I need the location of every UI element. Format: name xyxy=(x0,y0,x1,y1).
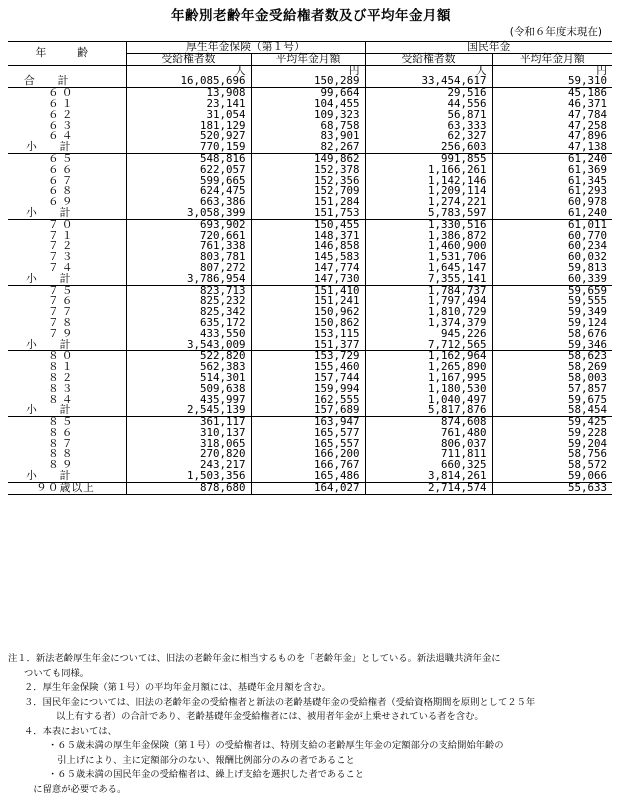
header-kosei: 厚生年金保険（第１号） xyxy=(126,42,365,54)
header-kokumin-recipients: 受給権者数 xyxy=(365,53,492,65)
footnote-line: ・６５歳未満の国民年金の受給権者は、繰上げ支給を選択した者であること xyxy=(48,769,365,780)
kosei-recipients: 13,908 xyxy=(126,88,251,99)
kosei-recipients: 562,383 xyxy=(126,362,251,373)
kosei-avg-monthly: 109,323 xyxy=(251,110,365,121)
kokumin-avg-monthly: 61,369 xyxy=(568,162,608,176)
row-label: ８０ xyxy=(8,351,126,362)
kosei-recipients: 3,543,009 xyxy=(126,340,251,351)
kosei-avg-monthly: 151,753 xyxy=(251,208,365,219)
table-row xyxy=(8,285,612,296)
table-row xyxy=(8,449,612,460)
kosei-recipients: 720,661 xyxy=(126,231,251,242)
kokumin-recipients: 1,180,530 xyxy=(365,384,492,395)
kokumin-avg-monthly: 61,240 xyxy=(492,208,612,219)
kokumin-avg-monthly: 59,675 xyxy=(568,392,608,406)
table-row xyxy=(8,197,612,208)
kosei-recipients: 433,550 xyxy=(126,329,251,340)
kosei-recipients: 624,475 xyxy=(126,186,251,197)
row-label: ６７ xyxy=(8,176,126,187)
kosei-recipients: 770,159 xyxy=(126,142,251,153)
kokumin-recipients: 1,386,872 xyxy=(365,231,492,242)
kosei-avg-monthly: 153,729 xyxy=(251,351,365,362)
row-label: ７５ xyxy=(8,285,126,296)
kosei-avg-monthly: 151,241 xyxy=(251,296,365,307)
kokumin-recipients: 5,817,876 xyxy=(365,405,492,416)
kosei-avg-monthly: 148,371 xyxy=(251,231,365,242)
kokumin-recipients: 761,480 xyxy=(365,428,492,439)
table-row xyxy=(8,231,612,242)
kokumin-avg-monthly: 59,124 xyxy=(568,315,608,329)
table-row xyxy=(8,296,612,307)
kosei-recipients: 825,342 xyxy=(126,307,251,318)
page-title: 年齢別老齢年金受給権者数及び平均年金月額 xyxy=(171,8,451,24)
unit-yen: 円 xyxy=(492,65,612,76)
row-label: 小 計 xyxy=(8,340,126,351)
kosei-avg-monthly: 153,115 xyxy=(251,329,365,340)
kosei-avg-monthly: 147,774 xyxy=(251,263,365,274)
kokumin-avg-monthly: 61,345 xyxy=(568,173,608,187)
kosei-avg-monthly: 147,730 xyxy=(251,274,365,285)
table-row xyxy=(8,186,612,197)
kosei-recipients: 270,820 xyxy=(126,449,251,460)
row-label: ８５ xyxy=(8,417,126,428)
kosei-recipients: 803,781 xyxy=(126,252,251,263)
kosei-recipients: 622,057 xyxy=(126,165,251,176)
kokumin-avg-monthly: 59,555 xyxy=(568,294,608,308)
kokumin-recipients: 1,166,261 xyxy=(365,165,492,176)
footnote-line: 注１．新法老齢厚生年金については、旧法の老齢年金に相当するものを「老齢年金」としている。新法退職共済年金に xyxy=(8,653,501,664)
table-row xyxy=(8,165,612,176)
row-label: ７３ xyxy=(8,252,126,263)
table-row xyxy=(8,219,612,230)
table-row xyxy=(8,471,612,482)
kosei-avg-monthly: 149,862 xyxy=(251,153,365,164)
kokumin-recipients: 1,167,995 xyxy=(365,373,492,384)
kosei-avg-monthly: 151,377 xyxy=(251,340,365,351)
unit-person: 人 xyxy=(365,65,492,76)
kosei-avg-monthly: 146,858 xyxy=(251,241,365,252)
kokumin-recipients: 44,556 xyxy=(365,99,492,110)
kosei-recipients: 1,503,356 xyxy=(126,471,251,482)
table-row xyxy=(8,307,612,318)
table-row xyxy=(8,121,612,132)
kosei-avg-monthly: 150,862 xyxy=(251,318,365,329)
kokumin-avg-monthly: 58,269 xyxy=(568,360,608,374)
kokumin-recipients: 2,714,574 xyxy=(365,482,492,494)
kokumin-avg-monthly: 57,857 xyxy=(568,381,608,395)
kokumin-recipients: 991,855 xyxy=(365,153,492,164)
kosei-recipients: 3,058,399 xyxy=(126,208,251,219)
kokumin-avg-monthly: 46,371 xyxy=(568,96,608,110)
kosei-avg-monthly: 163,947 xyxy=(251,417,365,428)
row-label: ７０ xyxy=(8,219,126,230)
kokumin-avg-monthly: 59,659 xyxy=(568,283,608,297)
kokumin-avg-monthly: 58,003 xyxy=(568,370,608,384)
kokumin-avg-monthly: 59,204 xyxy=(568,436,608,450)
table-row xyxy=(8,241,612,252)
table-row xyxy=(8,263,612,274)
header-kosei-recipients: 受給権者数 xyxy=(126,53,251,65)
kokumin-recipients: 1,531,706 xyxy=(365,252,492,263)
kokumin-recipients: 1,330,516 xyxy=(365,219,492,230)
kokumin-avg-monthly: 55,633 xyxy=(492,482,612,494)
kokumin-recipients: 1,209,114 xyxy=(365,186,492,197)
kokumin-avg-monthly: 60,032 xyxy=(568,250,608,264)
row-label: ６３ xyxy=(8,121,126,132)
kosei-recipients: 23,141 xyxy=(126,99,251,110)
row-label: ８８ xyxy=(8,449,126,460)
kokumin-recipients: 1,162,964 xyxy=(365,351,492,362)
kokumin-avg-monthly: 59,228 xyxy=(568,425,608,439)
kosei-recipients: 825,232 xyxy=(126,296,251,307)
kosei-avg-monthly: 165,557 xyxy=(251,439,365,450)
kokumin-avg-monthly: 47,258 xyxy=(568,118,608,132)
kosei-recipients: 181,129 xyxy=(126,121,251,132)
kokumin-avg-monthly: 58,572 xyxy=(568,458,608,472)
row-label: ６４ xyxy=(8,131,126,142)
kosei-avg-monthly: 152,356 xyxy=(251,176,365,187)
kosei-recipients: 3,786,954 xyxy=(126,274,251,285)
kosei-avg-monthly: 68,758 xyxy=(251,121,365,132)
kosei-recipients: 878,680 xyxy=(126,482,251,494)
kosei-recipients: 361,117 xyxy=(126,417,251,428)
footnote-line: 引上げにより、主に定額部分のない、報酬比例部分のみの者であること xyxy=(48,754,355,766)
row-label: ６６ xyxy=(8,165,126,176)
kosei-recipients: 16,085,696 xyxy=(126,76,251,87)
kokumin-recipients: 56,871 xyxy=(365,110,492,121)
kosei-avg-monthly: 166,200 xyxy=(251,449,365,460)
table-row xyxy=(8,153,612,164)
kosei-avg-monthly: 82,267 xyxy=(251,142,365,153)
table-row xyxy=(8,142,612,153)
kokumin-avg-monthly: 58,623 xyxy=(568,349,608,363)
footnotes xyxy=(8,652,614,797)
table-row xyxy=(8,417,612,428)
kosei-avg-monthly: 83,901 xyxy=(251,131,365,142)
footnote-line: ３．国民年金については、旧法の老齢年金の受給権者と新法の老齢基礎年金の受給権者（受給資格期間を原則として２５年 xyxy=(24,696,536,708)
footnote-line: ４．本表においては、 xyxy=(24,725,117,737)
kokumin-avg-monthly: 47,896 xyxy=(568,129,608,143)
table-row xyxy=(8,351,612,362)
table-row xyxy=(8,460,612,471)
kokumin-recipients: 874,608 xyxy=(365,417,492,428)
table-row xyxy=(8,131,612,142)
table-row xyxy=(8,329,612,340)
kokumin-recipients: 7,355,141 xyxy=(365,274,492,285)
kokumin-avg-monthly: 59,425 xyxy=(568,415,608,429)
kokumin-recipients: 1,460,900 xyxy=(365,241,492,252)
row-label: ８９ xyxy=(8,460,126,471)
table-row xyxy=(8,482,612,494)
row-label: ８３ xyxy=(8,384,126,395)
kokumin-recipients: 256,603 xyxy=(365,142,492,153)
kosei-avg-monthly: 164,027 xyxy=(251,482,365,494)
row-label: ８６ xyxy=(8,428,126,439)
table-row xyxy=(8,340,612,351)
kokumin-avg-monthly: 60,770 xyxy=(568,228,608,242)
kosei-avg-monthly: 145,583 xyxy=(251,252,365,263)
row-label: ６１ xyxy=(8,99,126,110)
kokumin-avg-monthly: 61,293 xyxy=(568,184,608,198)
kosei-avg-monthly: 150,962 xyxy=(251,307,365,318)
footnote-line: 以上有する者）の合計であり、老齢基礎年金受給権者には、被用者年金が上乗せされている者を含む。 xyxy=(56,711,484,722)
kokumin-recipients: 7,712,565 xyxy=(365,340,492,351)
row-label: ７９ xyxy=(8,329,126,340)
kosei-recipients: 522,820 xyxy=(126,351,251,362)
row-label: ８２ xyxy=(8,373,126,384)
kokumin-recipients: 1,142,146 xyxy=(365,176,492,187)
kosei-recipients: 823,713 xyxy=(126,285,251,296)
kokumin-avg-monthly: 45,186 xyxy=(568,86,608,100)
kosei-avg-monthly: 165,486 xyxy=(251,471,365,482)
kosei-avg-monthly: 166,767 xyxy=(251,460,365,471)
kosei-recipients: 2,545,139 xyxy=(126,405,251,416)
footnote-line: ２．厚生年金保険（第１号）の平均年金月額には、基礎年金月額を含む。 xyxy=(24,682,331,693)
row-label: ７４ xyxy=(8,263,126,274)
row-label: ８４ xyxy=(8,395,126,406)
row-label: ８７ xyxy=(8,439,126,450)
row-label: 小 計 xyxy=(8,142,126,153)
row-label: ７７ xyxy=(8,307,126,318)
kokumin-recipients: 1,374,379 xyxy=(365,318,492,329)
header-kokumin-avg: 平均年金月額 xyxy=(492,53,612,65)
unit-yen: 円 xyxy=(251,65,365,76)
kokumin-recipients: 1,040,497 xyxy=(365,395,492,406)
row-label: ７６ xyxy=(8,296,126,307)
kosei-recipients: 31,054 xyxy=(126,110,251,121)
kosei-avg-monthly: 157,689 xyxy=(251,405,365,416)
row-label: 合 計 xyxy=(8,76,126,87)
kokumin-recipients: 1,265,890 xyxy=(365,362,492,373)
kokumin-recipients: 63,333 xyxy=(365,121,492,132)
kokumin-recipients: 1,645,147 xyxy=(365,263,492,274)
kosei-avg-monthly: 157,744 xyxy=(251,373,365,384)
unit-person: 人 xyxy=(126,65,251,76)
kosei-avg-monthly: 152,709 xyxy=(251,186,365,197)
kosei-avg-monthly: 155,460 xyxy=(251,362,365,373)
kokumin-avg-monthly: 58,454 xyxy=(492,405,612,416)
kosei-recipients: 509,638 xyxy=(126,384,251,395)
table-row xyxy=(8,208,612,219)
row-label: 小 計 xyxy=(8,274,126,285)
row-label: ８１ xyxy=(8,362,126,373)
kosei-avg-monthly: 162,555 xyxy=(251,395,365,406)
table-row xyxy=(8,99,612,110)
table-row xyxy=(8,88,612,99)
kosei-recipients: 310,137 xyxy=(126,428,251,439)
kosei-recipients: 514,301 xyxy=(126,373,251,384)
table-row xyxy=(8,362,612,373)
row-label: ６５ xyxy=(8,153,126,164)
kosei-avg-monthly: 159,994 xyxy=(251,384,365,395)
kokumin-avg-monthly: 60,234 xyxy=(568,239,608,253)
kokumin-avg-monthly: 61,011 xyxy=(568,217,608,231)
kosei-recipients: 599,665 xyxy=(126,176,251,187)
row-label: ６８ xyxy=(8,186,126,197)
kosei-avg-monthly: 151,410 xyxy=(251,285,365,296)
kosei-avg-monthly: 104,455 xyxy=(251,99,365,110)
kokumin-recipients: 3,814,261 xyxy=(365,471,492,482)
row-label: 小 計 xyxy=(8,471,126,482)
as-of-date: (令和６年度末現在) xyxy=(509,26,602,38)
kokumin-recipients: 62,327 xyxy=(365,131,492,142)
kokumin-avg-monthly: 59,310 xyxy=(492,76,612,87)
kokumin-recipients: 1,274,221 xyxy=(365,197,492,208)
row-label: ７８ xyxy=(8,318,126,329)
kosei-recipients: 520,927 xyxy=(126,131,251,142)
kokumin-recipients: 1,784,737 xyxy=(365,285,492,296)
kokumin-recipients: 660,325 xyxy=(365,460,492,471)
row-label: ７１ xyxy=(8,231,126,242)
footnote-line: ついても同様。 xyxy=(24,667,90,679)
table-row xyxy=(8,428,612,439)
kokumin-recipients: 1,797,494 xyxy=(365,296,492,307)
kosei-recipients: 761,338 xyxy=(126,241,251,252)
kosei-recipients: 807,272 xyxy=(126,263,251,274)
footnote-line: に留意が必要である。 xyxy=(24,783,127,795)
table-row xyxy=(8,110,612,121)
row-label: ９０歳以上 xyxy=(8,482,126,494)
table-row xyxy=(8,384,612,395)
pension-table xyxy=(8,41,612,495)
table-row xyxy=(8,252,612,263)
kokumin-recipients: 33,454,617 xyxy=(365,76,492,87)
kokumin-avg-monthly: 59,813 xyxy=(568,260,608,274)
kokumin-avg-monthly: 59,346 xyxy=(492,340,612,351)
kokumin-avg-monthly: 47,784 xyxy=(568,107,608,121)
kosei-avg-monthly: 152,378 xyxy=(251,165,365,176)
kokumin-avg-monthly: 59,349 xyxy=(568,305,608,319)
table-row xyxy=(8,76,612,87)
table-row xyxy=(8,373,612,384)
kokumin-avg-monthly: 59,066 xyxy=(492,471,612,482)
kokumin-avg-monthly: 61,240 xyxy=(568,151,608,165)
kokumin-recipients: 1,810,729 xyxy=(365,307,492,318)
row-label: ６２ xyxy=(8,110,126,121)
row-label: ６９ xyxy=(8,197,126,208)
kokumin-recipients: 29,516 xyxy=(365,88,492,99)
row-label: 小 計 xyxy=(8,208,126,219)
kosei-avg-monthly: 99,664 xyxy=(251,88,365,99)
table-row xyxy=(8,274,612,285)
kokumin-avg-monthly: 58,676 xyxy=(568,326,608,340)
kosei-recipients: 693,902 xyxy=(126,219,251,230)
kosei-avg-monthly: 151,284 xyxy=(251,197,365,208)
footnote-line: ・６５歳未満の厚生年金保険（第１号）の受給権者は、特別支給の老齢厚生年金の定額部分の支給開始年齢の xyxy=(48,740,504,751)
kokumin-avg-monthly: 60,978 xyxy=(568,195,608,209)
header-kokumin: 国民年金 xyxy=(365,42,612,54)
table-row xyxy=(8,318,612,329)
kokumin-recipients: 806,037 xyxy=(365,439,492,450)
kokumin-recipients: 711,811 xyxy=(365,449,492,460)
kosei-recipients: 548,816 xyxy=(126,153,251,164)
kokumin-avg-monthly: 58,756 xyxy=(568,447,608,461)
row-label: ６０ xyxy=(8,88,126,99)
kosei-avg-monthly: 165,577 xyxy=(251,428,365,439)
kosei-recipients: 243,217 xyxy=(126,460,251,471)
kokumin-recipients: 945,226 xyxy=(365,329,492,340)
table-row xyxy=(8,176,612,187)
kosei-recipients: 663,386 xyxy=(126,197,251,208)
table-row xyxy=(8,439,612,450)
kosei-avg-monthly: 150,455 xyxy=(251,219,365,230)
header-age: 年 齢 xyxy=(8,42,126,66)
kosei-recipients: 318,065 xyxy=(126,439,251,450)
kokumin-avg-monthly: 47,138 xyxy=(492,142,612,153)
table-row xyxy=(8,395,612,406)
kosei-avg-monthly: 150,289 xyxy=(251,76,365,87)
kokumin-avg-monthly: 60,339 xyxy=(492,274,612,285)
kosei-recipients: 435,997 xyxy=(126,395,251,406)
kokumin-recipients: 5,783,597 xyxy=(365,208,492,219)
row-label: ７２ xyxy=(8,241,126,252)
header-kosei-avg: 平均年金月額 xyxy=(251,53,365,65)
row-label: 小 計 xyxy=(8,405,126,416)
table-row xyxy=(8,405,612,416)
kosei-recipients: 635,172 xyxy=(126,318,251,329)
